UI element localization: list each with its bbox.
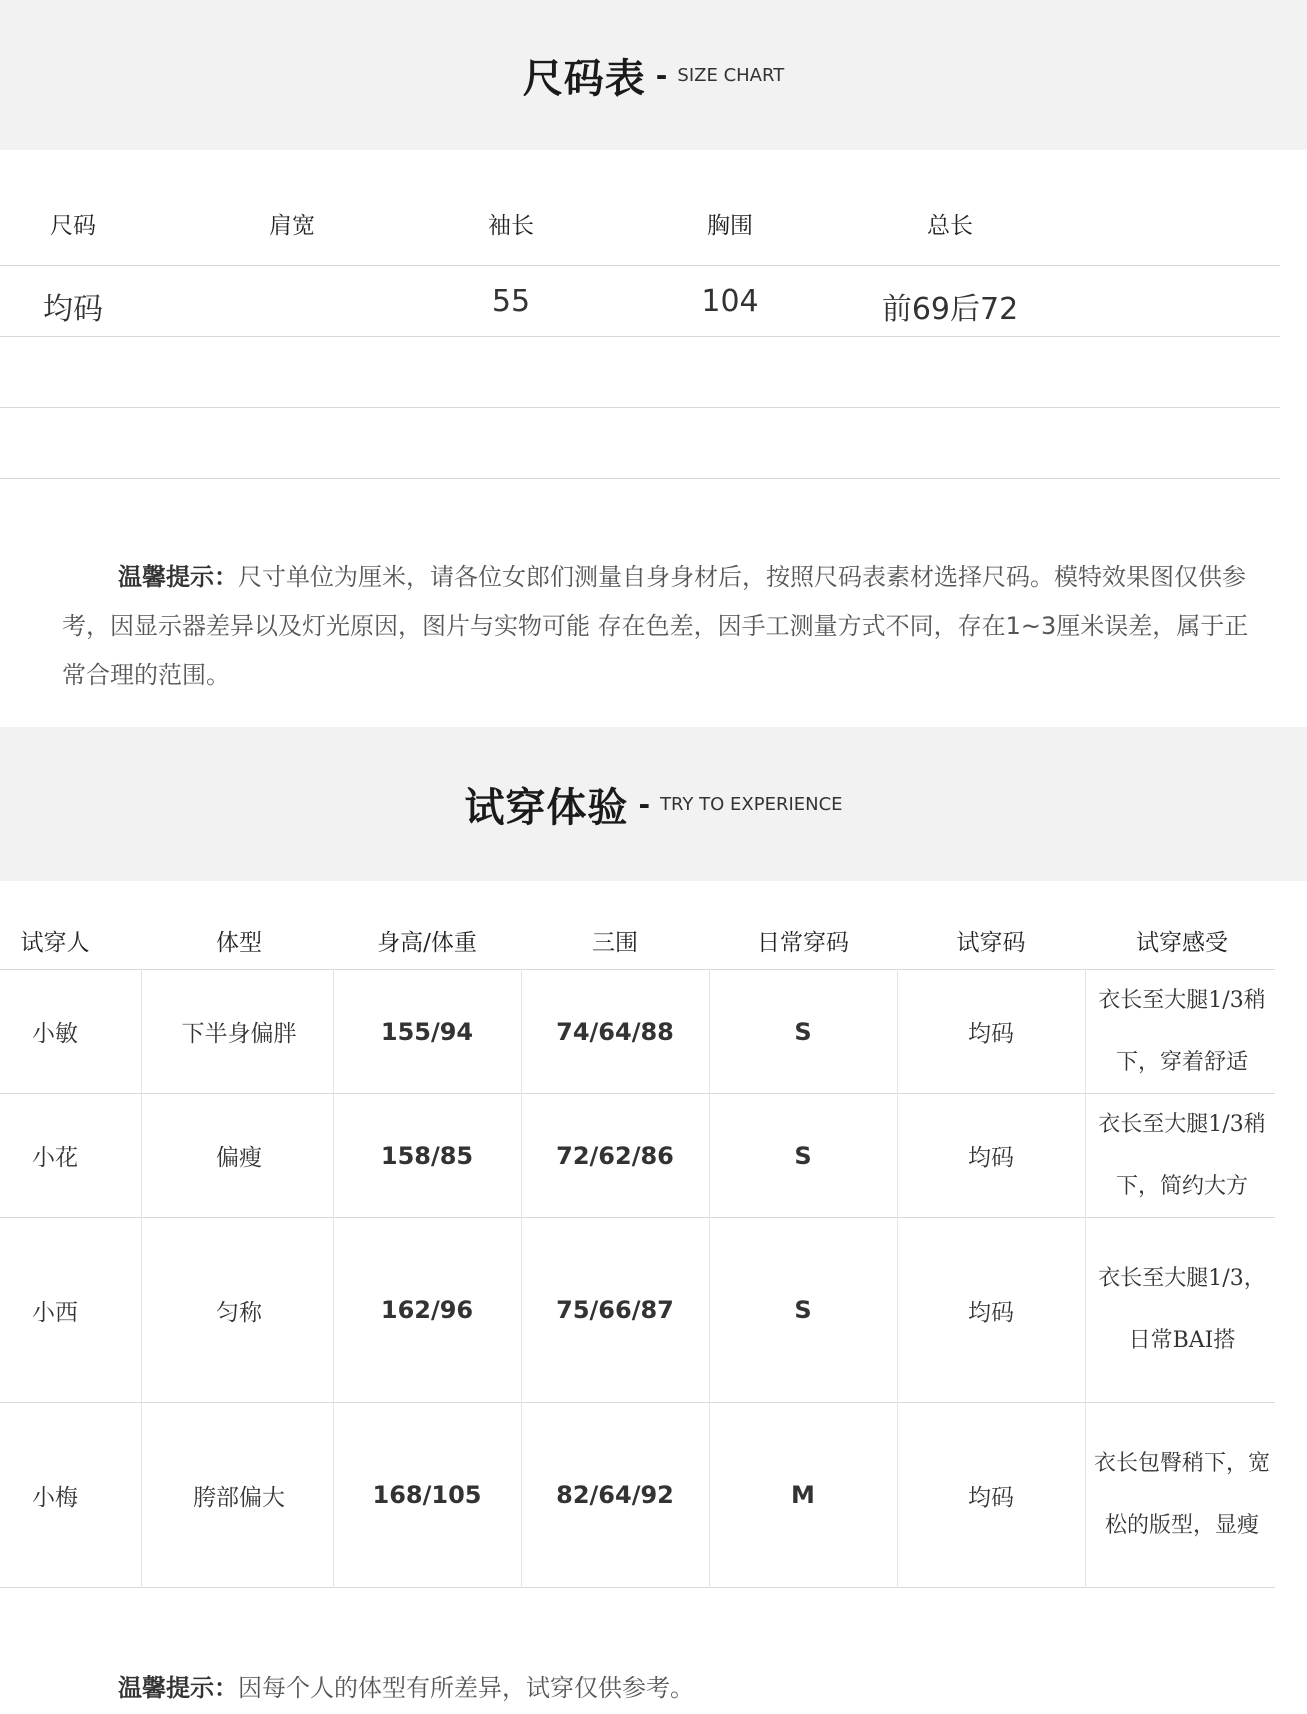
size-row [0, 266, 1280, 337]
title-dash: - [655, 58, 668, 92]
cell-body-type: 下半身偏胖 [181, 1021, 297, 1047]
size-tip [62, 553, 1262, 700]
column-divider [897, 969, 898, 1588]
header-chest: 胸围 [707, 213, 753, 239]
header-measurements: 三围 [592, 930, 638, 956]
header-sleeve: 袖长 [488, 213, 534, 239]
cell-try-size: 均码 [968, 1299, 1014, 1326]
try-experience-subtitle: TRY TO EXPERIENCE [660, 793, 843, 815]
try-table-header [0, 881, 1275, 969]
size-table [0, 150, 1280, 479]
header-shoulder: 肩宽 [269, 213, 315, 239]
cell-length: 前69后72 [881, 292, 1019, 327]
header-body-type: 体型 [216, 930, 262, 956]
cell-chest: 104 [701, 284, 759, 319]
cell-tester: 小花 [32, 1145, 78, 1171]
try-experience-title: 试穿体验 [464, 784, 629, 831]
cell-try-size: 均码 [968, 1145, 1014, 1171]
table-row [0, 969, 1275, 1093]
cell-body-type: 匀称 [216, 1299, 262, 1326]
column-divider [141, 969, 142, 1588]
cell-feeling: 衣长至大腿1/3稍下，穿着舒适 [1098, 987, 1266, 1075]
cell-tester: 小梅 [32, 1484, 78, 1511]
size-chart-title: 尺码表 [522, 55, 646, 102]
table-row [0, 1093, 1275, 1217]
cell-height-weight: 158/85 [380, 1141, 474, 1170]
column-divider [1085, 969, 1086, 1588]
title-dash: - [638, 787, 651, 821]
cell-feeling: 衣长包臀稍下，宽松的版型，显瘦 [1093, 1451, 1270, 1538]
cell-measurements: 82/64/92 [556, 1481, 674, 1509]
size-row-empty [0, 408, 1280, 479]
cell-body-type: 胯部偏大 [193, 1484, 285, 1511]
tip-label: 温馨提示： [118, 563, 238, 591]
cell-tester: 小西 [32, 1299, 78, 1326]
cell-daily-size: S [794, 1017, 812, 1046]
cell-body-type: 偏瘦 [216, 1145, 262, 1171]
cell-sleeve: 55 [491, 284, 531, 319]
cell-try-size: 均码 [968, 1484, 1014, 1511]
column-divider [521, 969, 522, 1588]
header-feeling: 试穿感受 [1136, 930, 1228, 956]
tip-text: 尺寸单位为厘米，请各位女郎们测量自身身材后，按照尺码表素材选择尺码。模特效果图仅供参考，因显示器差异以及灯光原因，图片与实物可能 存在色差，因手工测量方式不同，存在1~3厘米误差，属于正常合理的范围。 [62, 563, 1249, 689]
size-row-empty [0, 337, 1280, 408]
cell-height-weight: 155/94 [380, 1017, 474, 1046]
cell-feeling: 衣长至大腿1/3，日常BAI搭 [1098, 1266, 1266, 1353]
column-divider [333, 969, 334, 1588]
header-length: 总长 [927, 213, 973, 239]
header-tester: 试穿人 [20, 930, 90, 956]
cell-measurements: 75/66/87 [556, 1296, 674, 1324]
cell-height-weight: 168/105 [372, 1481, 482, 1509]
column-divider [709, 969, 710, 1588]
header-size: 尺码 [50, 213, 96, 239]
tip-label: 温馨提示： [118, 1674, 238, 1702]
cell-try-size: 均码 [968, 1021, 1014, 1047]
tip-text: 因每个人的体型有所差异，试穿仅供参考。 [238, 1674, 694, 1702]
cell-measurements: 72/62/86 [556, 1141, 674, 1170]
cell-height-weight: 162/96 [380, 1296, 474, 1324]
table-row [0, 1217, 1275, 1402]
cell-tester: 小敏 [32, 1021, 78, 1047]
cell-measurements: 74/64/88 [556, 1017, 674, 1046]
cell-daily-size: S [794, 1141, 812, 1170]
cell-daily-size: S [794, 1296, 812, 1324]
cell-daily-size: M [791, 1481, 815, 1509]
header-height-weight: 身高/体重 [377, 930, 477, 956]
size-table-header [0, 150, 1280, 266]
header-try-size: 试穿码 [956, 930, 1026, 956]
try-experience-banner [0, 727, 1307, 881]
table-row [0, 1402, 1275, 1588]
cell-size: 均码 [43, 292, 103, 327]
header-daily-size: 日常穿码 [757, 930, 849, 956]
try-tip [118, 1664, 1307, 1713]
size-chart-banner [0, 0, 1307, 150]
cell-feeling: 衣长至大腿1/3稍下，简约大方 [1098, 1111, 1266, 1199]
size-chart-subtitle: SIZE CHART [677, 64, 785, 86]
try-table [0, 881, 1275, 1588]
